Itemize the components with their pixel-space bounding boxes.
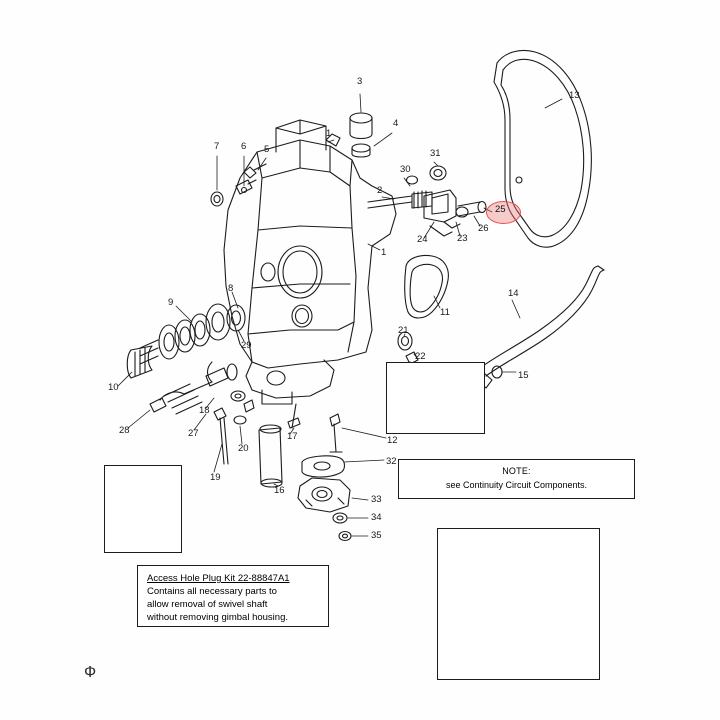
callout-20: 20	[238, 443, 249, 454]
kit-line-1: Contains all necessary parts to	[147, 586, 277, 597]
callout-32: 32	[386, 456, 397, 467]
callout-27: 27	[188, 428, 199, 439]
callout-8: 8	[228, 283, 234, 294]
kit-line-3: without removing gimbal housing.	[147, 611, 288, 623]
note-title: NOTE:	[502, 466, 531, 476]
callout-29: 29	[241, 340, 252, 351]
callout-30-top: 30	[400, 164, 411, 175]
callout-17: 17	[287, 431, 298, 442]
callout-14: 14	[508, 288, 519, 299]
callout-35: 35	[371, 530, 382, 541]
callout-1-body: 1	[381, 247, 387, 258]
callout-5: 5	[264, 144, 270, 155]
callout-15: 15	[518, 370, 529, 381]
callout-34: 34	[371, 512, 382, 523]
callout-12: 12	[387, 435, 398, 446]
callout-25: 25	[495, 204, 506, 215]
note-box	[398, 459, 635, 499]
callout-2: 2	[377, 185, 383, 196]
callout-33: 33	[371, 494, 382, 505]
callout-31-top: 31	[430, 148, 441, 159]
callout-23: 23	[457, 233, 468, 244]
callout-26: 26	[478, 223, 489, 234]
kit-title: Access Hole Plug Kit 22-88847A1	[147, 573, 290, 584]
callout-13: 13	[569, 90, 580, 101]
callout-4: 4	[393, 118, 399, 129]
callout-22: 22	[415, 351, 426, 362]
callout-6: 6	[241, 141, 247, 152]
corner-mark-icon: Ф	[84, 664, 97, 681]
callout-18: 18	[199, 405, 210, 416]
note-body: see Continuity Circuit Components.	[445, 480, 588, 490]
callout-3: 3	[357, 76, 363, 87]
callout-7: 7	[214, 141, 220, 152]
callout-10: 10	[108, 382, 119, 393]
callout-19: 19	[210, 472, 221, 483]
bolt-washer-box	[386, 362, 485, 434]
callout-21: 21	[398, 325, 409, 336]
continuity-components-box	[437, 528, 600, 680]
access-hole-plug-kit-box	[137, 565, 329, 627]
callout-16: 16	[274, 485, 285, 496]
callout-1-top: 1	[326, 128, 332, 139]
callout-9: 9	[168, 297, 174, 308]
kit-parts-box	[104, 465, 182, 553]
callout-28: 28	[119, 425, 130, 436]
kit-line-2: allow removal of swivel shaft	[147, 598, 268, 610]
callout-11: 11	[440, 307, 450, 318]
callout-24: 24	[417, 234, 428, 245]
